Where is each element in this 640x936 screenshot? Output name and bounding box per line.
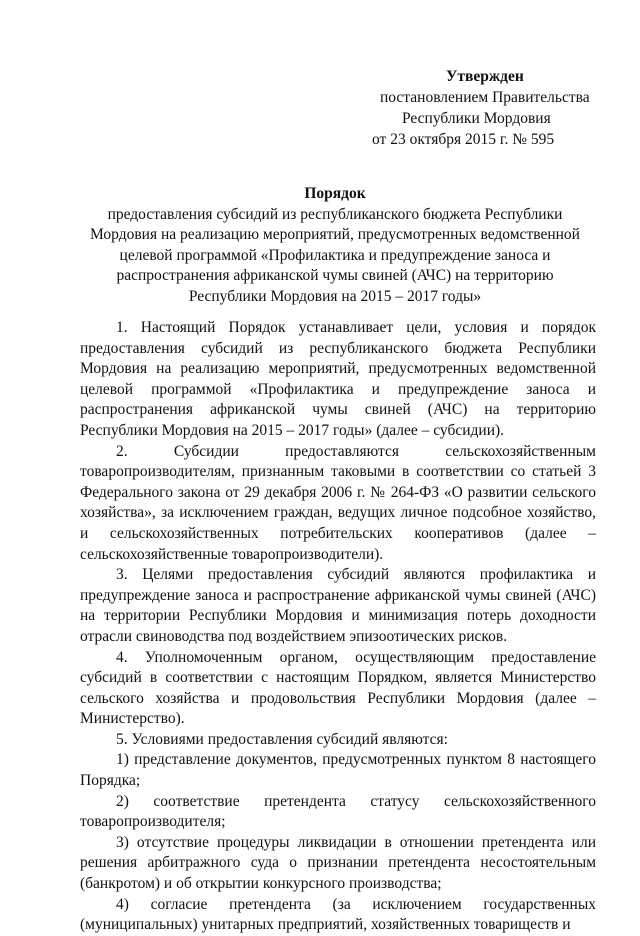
title-line: Мордовия на реализацию мероприятий, предусмотренных ведомственной: [90, 226, 580, 243]
title-line: Республики Мордовия на 2015 – 2017 годы»: [188, 287, 482, 305]
paragraph-4: 4. Уполномоченным органом, осуществляющим предоставление субсидий в соответствии с настоящим Порядком, является Министерство сельского хозяйства и продовольствия Республики Мордовия (далее – Министерство).: [80, 648, 596, 728]
title-line: распространения африканской чумы свиней (АЧС) на территорию: [116, 267, 554, 284]
paragraph-1: 1. Настоящий Порядок устанавливает цели, условия и порядок предоставления субсидий из республиканского бюджета Республики Мордовия на реализацию мероприятий, предусмотренных ведомственной целевой программой «Профилактика и предупреждение заноса и распространения африканской чумы свиней (АЧС) на территорию Республики Мордовия на 2015 – 2017 годы» (далее – субсидии).: [80, 319, 596, 439]
condition-4: 4) согласие претендента (за исключением государственных (муниципальных) унитарных предприятий, хозяйственных товариществ и: [80, 895, 596, 934]
approval-stamp: [372, 66, 612, 150]
condition-2: 2) соответствие претендента статусу сельскохозяйственного товаропроизводителя;: [80, 792, 596, 831]
approval-line: Республики Мордовия: [402, 110, 551, 127]
paragraph-2: 2. Субсидии предоставляются сельскохозяйственным товаропроизводителям, признанным таковыми в соответствии со статьей 3 Федерального закона от 29 декабря 2006 г. № 264-ФЗ «О развитии сельского хозяйства», за исключением граждан, ведущих личное подсобное хозяйство, и сельскохозяйственных потребительских кооперативов (далее – сельскохозяйственные товаропроизводители).: [80, 442, 596, 563]
title-heading: Порядок: [304, 185, 366, 202]
paragraph-3: 3. Целями предоставления субсидий являются профилактика и предупреждение заноса и распространение африканской чумы свиней (АЧС) на территории Республики Мордовия и минимизация потерь доходности отрасли свиноводства под воздействием эпизоотических рисков.: [80, 566, 596, 645]
condition-3: 3) отсутствие процедуры ликвидации в отношении претендента или решения арбитражного суда о признании претендента несостоятельным (банкротом) и об открытии конкурсного производства;: [80, 833, 596, 893]
approval-date: от 23 октября 2015 г. № 595: [372, 131, 555, 148]
document-body: [80, 318, 596, 936]
document-title: [72, 184, 598, 307]
title-line: предоставления субсидий из республиканского бюджета Республики: [107, 205, 563, 223]
approval-line: постановлением Правительства: [380, 89, 590, 106]
approval-title: Утвержден: [446, 68, 524, 85]
paragraph-5: 5. Условиями предоставления субсидий являются:: [116, 730, 448, 748]
condition-1: 1) представление документов, предусмотренных пунктом 8 настоящего Порядка;: [80, 751, 596, 790]
title-line: целевой программой «Профилактика и предупреждение заноса и: [119, 246, 551, 264]
